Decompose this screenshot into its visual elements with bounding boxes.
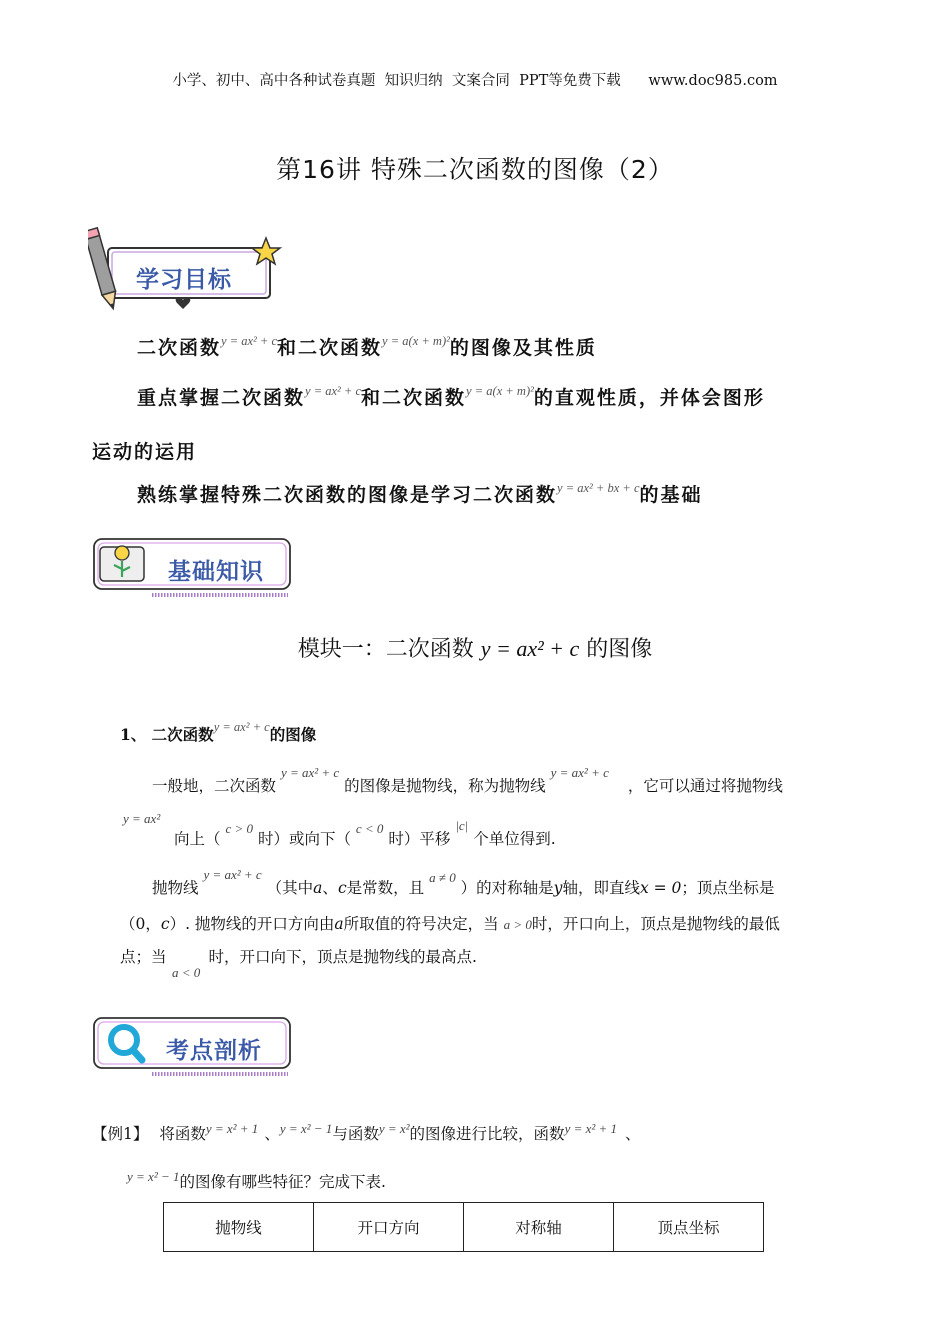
goal1-text-b: 和二次函数 — [277, 337, 383, 359]
goal-line-3 — [137, 480, 703, 507]
ex1-eq3: y = x² — [378, 1121, 410, 1136]
ex1-eq5: y = x² − 1 — [127, 1169, 180, 1184]
ex1-eq1: y = x² + 1 — [205, 1121, 259, 1136]
section1-eq: y = ax² + c — [213, 720, 270, 734]
para2-l1c: 是常数，且 — [346, 879, 425, 897]
var-c: c — [337, 879, 347, 897]
var-a: a — [313, 879, 323, 897]
para2-line3 — [120, 945, 477, 967]
table-header-cell: 开口方向 — [314, 1203, 464, 1252]
banner-learning-goals — [88, 226, 288, 316]
example-1-label: 【例1】 — [92, 1125, 149, 1143]
table-header-cell: 顶点坐标 — [614, 1203, 764, 1252]
goal1-text-a: 二次函数 — [137, 337, 222, 359]
para1-cond-c-positive: c > 0 — [225, 821, 253, 836]
ex1-text-d: 的图像有哪些特征？完成下表. — [179, 1173, 386, 1191]
para1-line2 — [174, 818, 556, 849]
para2-l2d: 所取值的符号决定，当 — [343, 915, 499, 933]
var-a-2: a — [334, 915, 344, 933]
ex1-eq2: y = x² − 1 — [279, 1121, 333, 1136]
para2-line2 — [120, 912, 780, 934]
module-text-a: 模块一：二次函数 — [297, 637, 481, 662]
goal-line-2 — [137, 383, 765, 410]
para1-l2c: 时）平移 — [388, 830, 451, 848]
example-1-line2 — [127, 1170, 386, 1192]
goal3-text-b: 的基础 — [639, 484, 703, 506]
para1-line1 — [152, 765, 783, 796]
para1-l2d: 个单位得到. — [473, 830, 556, 848]
goal2-eq2: y = a(x + m)² — [466, 384, 534, 398]
para2-l2b: ）. 抛物线的开口方向由 — [169, 915, 335, 933]
para2-l1e: 轴，即直线 — [562, 879, 640, 897]
para2-line1 — [152, 867, 775, 898]
cond-a-positive: a > 0 — [503, 917, 532, 932]
para2-l2a: （0， — [120, 915, 161, 933]
goal-line-1 — [137, 333, 597, 360]
para1-abs-c: |c| — [455, 818, 469, 833]
goal3-text-a: 熟练掌握特殊二次函数的图像是学习二次函数 — [137, 484, 558, 506]
para2-l1b: （其中 — [266, 879, 314, 897]
properties-table — [163, 1202, 764, 1252]
goal3-eq: y = ax² + bx + c — [557, 481, 640, 495]
ex1-sep1: 、 — [264, 1125, 280, 1143]
section1-tail: 的图像 — [269, 725, 317, 744]
cond-a-negative: a < 0 — [172, 965, 201, 980]
goal-line-2b: 运动的运用 — [92, 441, 198, 463]
para2-l1a: 抛物线 — [152, 879, 199, 897]
goal2-text-b: 和二次函数 — [361, 387, 467, 409]
banner-basics-label: 基础知识 — [168, 559, 264, 585]
eq-x0: x = 0 — [639, 879, 682, 897]
para2-l2e: 时，开口向上，顶点是抛物线的最低 — [531, 915, 780, 933]
para2-cond-a-nonzero: a ≠ 0 — [429, 870, 456, 885]
banner-basic-knowledge — [92, 535, 292, 601]
para2-l3a: 点；当 — [120, 948, 167, 966]
para2-l1d: ）的对称轴是 — [460, 879, 554, 897]
para1-eq-base: y = ax² — [123, 811, 161, 826]
example-1-line1 — [92, 1122, 641, 1144]
banner-analysis-label: 考点剖析 — [166, 1038, 262, 1064]
ex1-text-b: 与函数 — [332, 1125, 379, 1143]
section1-num: 1、 二次函数 — [120, 725, 214, 744]
ex1-text-c: 的图像进行比较，函数 — [409, 1125, 565, 1143]
goal2-eq1: y = ax² + c — [305, 384, 362, 398]
ex1-text-a: 将函数 — [159, 1125, 206, 1143]
para1-l1c: ，它可以通过将抛物线 — [627, 777, 783, 795]
para1-l2b: 时）或向下（ — [257, 830, 351, 848]
banner-exam-analysis — [92, 1014, 292, 1080]
ex1-sep2: 、 — [625, 1125, 641, 1143]
site-header: 小学、初中、高中各种试卷真题 知识归纳 文案合同 PPT等免费下载 www.doc985.com — [172, 73, 778, 89]
module-title — [0, 632, 950, 663]
para1-cond-c-negative: c < 0 — [355, 821, 384, 836]
para1-l1a: 一般地，二次函数 — [152, 777, 277, 795]
para2-l1f: ；顶点坐标是 — [681, 879, 775, 897]
goal2-text-a: 重点掌握二次函数 — [137, 387, 306, 409]
para2-eq: y = ax² + c — [203, 867, 262, 882]
goal1-eq1: y = ax² + c — [221, 334, 278, 348]
ex1-eq4: y = x² + 1 — [564, 1121, 618, 1136]
page-title: 第16讲 特殊二次函数的图像（2） — [276, 155, 674, 184]
goal1-eq2: y = a(x + m)² — [382, 334, 450, 348]
para1-l1b: 的图像是抛物线，称为抛物线 — [344, 777, 546, 795]
vertex-c: c — [160, 915, 170, 933]
section-1-heading — [120, 720, 317, 745]
var-y: y — [553, 879, 563, 897]
para2-l3b: 时，开口向下，顶点是抛物线的最高点. — [208, 948, 477, 966]
table-header-cell: 抛物线 — [164, 1203, 314, 1252]
module-text-b: 的图像 — [579, 637, 653, 662]
goal1-text-c: 的图像及其性质 — [449, 337, 597, 359]
table-header-row — [164, 1203, 764, 1252]
para1-eq2: y = ax² + c — [550, 765, 609, 780]
goal2-text-c: 的直观性质，并体会图形 — [533, 387, 765, 409]
table-header-cell: 对称轴 — [464, 1203, 614, 1252]
sep: 、 — [322, 879, 338, 897]
banner-goals-label: 学习目标 — [136, 267, 232, 293]
para1-l2a: 向上（ — [174, 830, 221, 848]
para1-eq1: y = ax² + c — [280, 765, 340, 780]
module-eq: y = ax² + c — [480, 636, 580, 661]
